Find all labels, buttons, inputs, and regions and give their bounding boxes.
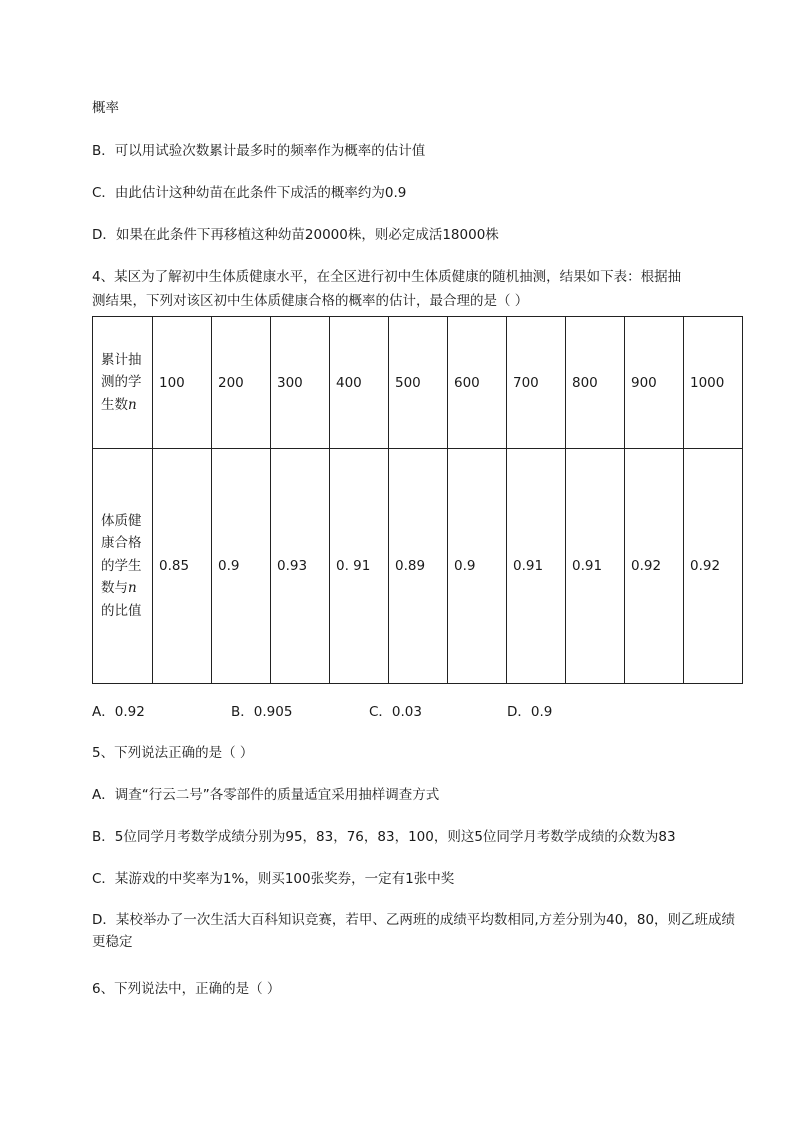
- table-cell: 0.9: [448, 449, 507, 684]
- variable-n: n: [128, 396, 137, 413]
- q5-option-b: B．5位同学月考数学成绩分别为95，83，76，83，100，则这5位同学月考数学成绩的众数为83: [92, 829, 676, 845]
- q4-option-c: C．0.03: [369, 704, 422, 720]
- q5-option-c: C．某游戏的中奖率为1%，则买100张奖券，一定有1张中奖: [92, 871, 455, 887]
- table-cell: 100: [153, 317, 212, 449]
- table-cell: 200: [212, 317, 271, 449]
- row-header-sample-size: [93, 317, 153, 449]
- row-header-pass-ratio: [93, 449, 153, 684]
- q4-option-b: B．0.905: [231, 704, 293, 720]
- q3-option-c: C．由此估计这种幼苗在此条件下成活的概率约为0.9: [92, 185, 407, 201]
- q4-stem-line2: 测结果，下列对该区初中生体质健康合格的概率的估计，最合理的是（ ）: [92, 293, 529, 309]
- table-cell: 0.92: [684, 449, 743, 684]
- table-cell: 0.91: [507, 449, 566, 684]
- table-cell: 0.9: [212, 449, 271, 684]
- table-row-sample-size: [93, 317, 743, 449]
- table-cell: 0.89: [389, 449, 448, 684]
- table-cell: 0.93: [271, 449, 330, 684]
- q4-stem-line1: 4、某区为了解初中生体质健康水平，在全区进行初中生体质健康的随机抽测，结果如下表：根据抽: [92, 269, 682, 285]
- q3-option-b: B．可以用试验次数累计最多时的频率作为概率的估计值: [92, 143, 426, 159]
- table-row-pass-ratio: [93, 449, 743, 684]
- q5-option-a: A．调查“行云二号”各零部件的质量适宜采用抽样调查方式: [92, 787, 440, 803]
- row-header-text: 累计抽测的学生数: [101, 351, 142, 413]
- table-cell: 500: [389, 317, 448, 449]
- row-header-text: 体质健康合格的学生数与: [101, 512, 142, 597]
- q4-option-a: A．0.92: [92, 704, 145, 720]
- q5-stem: 5、下列说法正确的是（ ）: [92, 745, 254, 761]
- table-cell: 800: [566, 317, 625, 449]
- table-cell: 400: [330, 317, 389, 449]
- table-cell: 600: [448, 317, 507, 449]
- table-cell: 0.92: [625, 449, 684, 684]
- q3-continuation-text: 概率: [92, 100, 119, 116]
- table-cell: 700: [507, 317, 566, 449]
- table-cell: 0.91: [566, 449, 625, 684]
- table-cell: 300: [271, 317, 330, 449]
- q4-option-d: D．0.9: [507, 704, 553, 720]
- row-header-tail: 的比值: [101, 602, 142, 619]
- table-cell: 900: [625, 317, 684, 449]
- table-cell: 0.85: [153, 449, 212, 684]
- table-cell: 1000: [684, 317, 743, 449]
- variable-n: n: [128, 580, 137, 597]
- table-cell: 0. 91: [330, 449, 389, 684]
- q3-option-d: D．如果在此条件下再移植这种幼苗20000株，则必定成活18000株: [92, 227, 499, 243]
- q4-data-table: [92, 316, 743, 684]
- q5-option-d: D．某校举办了一次生活大百科知识竞赛，若甲、乙两班的成绩平均数相同,方差分别为40，80，则乙班成绩更稳定: [92, 912, 736, 950]
- q6-stem: 6、下列说法中，正确的是（ ）: [92, 981, 281, 997]
